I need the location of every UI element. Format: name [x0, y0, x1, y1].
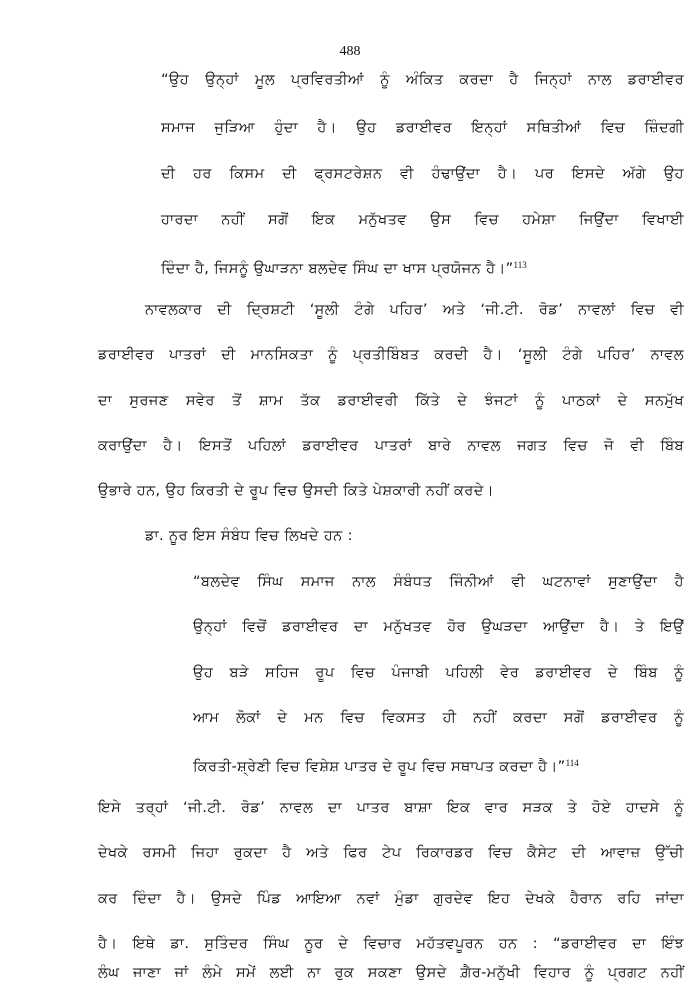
text-line: ਦੇਖਕੇ ਰਸਮੀ ਜਿਹਾ ਰੁਕਦਾ ਹੈ ਅਤੇ ਫਿਰ ਟੇਪ ਰਿਕਾਰਡਰ ਵਿਚ ਕੈਸੇਟ ਦੀ ਆਵਾਜ਼ ਉੱਚੀ	[98, 844, 684, 861]
text-line: ਉਹ ਬੜੇ ਸਹਿਜ ਰੂਪ ਵਿਚ ਪੰਜਾਬੀ ਪਹਿਲੀ ਵੇਰ ਡਰਾਈਵਰ ਦੇ ਬਿੰਬ ਨੂੰ	[193, 664, 684, 681]
text-line: ਆਮ ਲੋਕਾਂ ਦੇ ਮਨ ਵਿਚ ਵਿਕਸਤ ਹੀ ਨਹੀਂ ਕਰਦਾ ਸਗੋਂ ਡਰਾਈਵਰ ਨੂੰ	[193, 709, 684, 726]
text-line: ਉਨ੍ਹਾਂ ਵਿਚੋਂ ਡਰਾਈਵਰ ਦਾ ਮਨੁੱਖਤਵ ਹੋਰ ਉਘੜਦਾ ਆਉਂਦਾ ਹੈ। ਤੇ ਇਉਂ	[193, 618, 684, 635]
text-line: ਇਸੇ ਤਰ੍ਹਾਂ ‘ਜੀ.ਟੀ. ਰੋਡ’ ਨਾਵਲ ਦਾ ਪਾਤਰ ਬਾਸ਼ਾ ਇਕ ਵਾਰ ਸੜਕ ਤੇ ਹੋਏ ਹਾਦਸੇ ਨੂੰ	[98, 799, 684, 816]
text-line: ਡਰਾਈਵਰ ਪਾਤਰਾਂ ਦੀ ਮਾਨਸਿਕਤਾ ਨੂੰ ਪ੍ਰਤੀਬਿੰਬਤ ਕਰਦੀ ਹੈ। ‘ਸੂਲੀ ਟੰਗੇ ਪਹਿਰ’ ਨਾਵਲ	[98, 346, 684, 363]
quote-intro: ਡਾ. ਨੂਰ ਇਸ ਸੰਬੰਧ ਵਿਚ ਲਿਖਦੇ ਹਨ :	[145, 527, 353, 544]
text-line: ਕਰ ਦਿੰਦਾ ਹੈ। ਉਸਦੇ ਪਿੰਡ ਆਇਆ ਨਵਾਂ ਮੁੰਡਾ ਗੁਰਦੇਵ ਇਹ ਦੇਖਕੇ ਹੈਰਾਨ ਰਹਿ ਜਾਂਦਾ	[98, 890, 684, 907]
text-line: ਦਾ ਸੁਰਜਣ ਸਵੇਰ ਤੋਂ ਸ਼ਾਮ ਤੱਕ ਡਰਾਈਵਰੀ ਕਿੱਤੇ ਦੇ ਝੰਜਟਾਂ ਨੂੰ ਪਾਠਕਾਂ ਦੇ ਸਨਮੁੱਖ	[98, 392, 684, 409]
text-line: ਕਿਰਤੀ-ਸ਼੍ਰੇਣੀ ਵਿਚ ਵਿਸ਼ੇਸ਼ ਪਾਤਰ ਦੇ ਰੂਪ ਵਿਚ ਸਥਾਪਤ ਕਰਦਾ ਹੈ।”$^{114}$	[193, 758, 579, 775]
text-line: ਕਰਾਉਂਦਾ ਹੈ। ਇਸਤੋਂ ਪਹਿਲਾਂ ਡਰਾਈਵਰ ਪਾਤਰਾਂ ਬਾਰੇ ਨਾਵਲ ਜਗਤ ਵਿਚ ਜੋ ਵੀ ਬਿੰਬ	[98, 437, 684, 454]
text-line: ਦੀ ਹਰ ਕਿਸਮ ਦੀ ਫ੍ਰਸਟਰੇਸ਼ਨ ਵੀ ਹੰਢਾਉਂਦਾ ਹੈ। ਪਰ ਇਸਦੇ ਅੱਗੇ ਉਹ	[161, 165, 684, 182]
text-line: “ਬਲਦੇਵ ਸਿੰਘ ਸਮਾਜ ਨਾਲ ਸੰਬੰਧਤ ਜਿੰਨੀਆਂ ਵੀ ਘਟਨਾਵਾਂ ਸੁਣਾਉਂਦਾ ਹੈ	[193, 573, 684, 590]
text-line: ਨਾਵਲਕਾਰ ਦੀ ਦ੍ਰਿਸ਼ਟੀ ‘ਸੂਲੀ ਟੰਗੇ ਪਹਿਰ’ ਅਤੇ ‘ਜੀ.ਟੀ. ਰੋਡ’ ਨਾਵਲਾਂ ਵਿਚ ਵੀ	[145, 301, 684, 318]
text-line: ਲੰਘ ਜਾਣਾ ਜਾਂ ਲੰਮੇ ਸਮੇਂ ਲਈ ਨਾ ਰੁਕ ਸਕਣਾ ਉਸਦੇ ਗ਼ੈਰ-ਮਨੁੱਖੀ ਵਿਹਾਰ ਨੂੰ ਪ੍ਰਗਟ ਨਹੀਂ	[98, 964, 684, 981]
text-line: ਹੈ। ਇਥੇ ਡਾ. ਸੁਤਿੰਦਰ ਸਿੰਘ ਨੂਰ ਦੇ ਵਿਚਾਰ ਮਹੱਤਵਪੂਰਨ ਹਨ : “ਡਰਾਈਵਰ ਦਾ ਇੰਝ	[98, 935, 684, 952]
text-line: “ਉਹ ਉਨ੍ਹਾਂ ਮੂਲ ਪ੍ਰਵਿਰਤੀਆਂ ਨੂੰ ਅੰਕਿਤ ਕਰਦਾ ਹੈ ਜਿਨ੍ਹਾਂ ਨਾਲ ਡਰਾਈਵਰ	[161, 71, 684, 88]
page-number: 488	[339, 44, 361, 59]
text-line: ਦਿੰਦਾ ਹੈ, ਜਿਸਨੂੰ ਉਘਾੜਨਾ ਬਲਦੇਵ ਸਿੰਘ ਦਾ ਖਾਸ ਪ੍ਰਯੋਜਨ ਹੈ।”$^{113}$	[161, 260, 527, 277]
text-line: ਉਭਾਰੇ ਹਨ, ਉਹ ਕਿਰਤੀ ਦੇ ਰੂਪ ਵਿਚ ਉਸਦੀ ਕਿਤੇ ਪੇਸ਼ਕਾਰੀ ਨਹੀਂ ਕਰਦੇ।	[98, 482, 494, 499]
text-line: ਸਮਾਜ ਜੁੜਿਆ ਹੁੰਦਾ ਹੈ। ਉਹ ਡਰਾਈਵਰ ਇਨ੍ਹਾਂ ਸਥਿਤੀਆਂ ਵਿਚ ਜ਼ਿੰਦਗੀ	[161, 119, 684, 136]
footnote-ref: 114	[565, 758, 579, 768]
text-line: ਹਾਰਦਾ ਨਹੀਂ ਸਗੋਂ ਇਕ ਮਨੁੱਖਤਵ ਉਸ ਵਿਚ ਹਮੇਸ਼ਾ ਜਿਉਂਦਾ ਵਿਖਾਈ	[161, 211, 684, 228]
footnote-ref: 113	[513, 260, 527, 270]
